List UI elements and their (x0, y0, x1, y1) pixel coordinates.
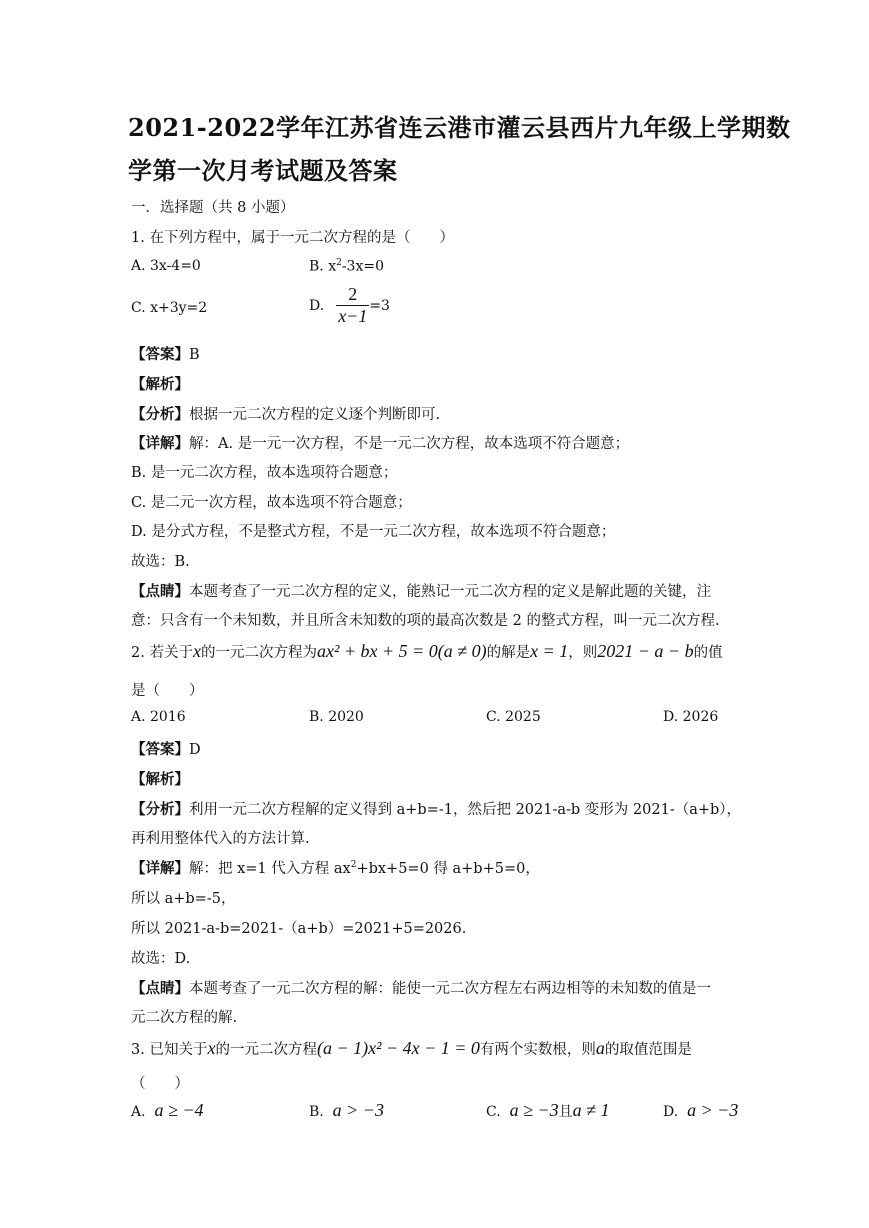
q1-option-a: A. 3x-4=0 (131, 258, 201, 274)
q1-detail-d: D. 是分式方程，不是整式方程，不是一元二次方程，故本选项不符合题意； (131, 524, 616, 540)
q1-answer: 【答案】B (131, 346, 200, 363)
q1-option-c: C. x+3y=2 (131, 300, 208, 316)
q2-option-c: C. 2025 (486, 709, 541, 725)
q2-comment-line-1: 【点睛】本题考查了一元二次方程的解：能使一元二次方程左右两边相等的未知数的值是一 (131, 980, 711, 997)
q1-detail-b: B. 是一元二次方程，故本选项符合题意； (131, 465, 398, 481)
q2-option-a: A. 2016 (131, 709, 186, 725)
q3-option-d: D. a > −3 (663, 1100, 739, 1120)
q2-analysis-line-1: 【分析】利用一元二次方程解的定义得到 a+b=-1，然后把 2021-a-b 变形为 2021-（a+b）， (131, 801, 742, 818)
q2-detail-line-3: 所以 2021-a-b=2021-（a+b）=2021+5=2026. (131, 921, 467, 937)
fraction: $\frac{2}{x-1}$ (338, 284, 368, 326)
q1-option-b: B. $x^2-3x=0$ (309, 258, 384, 275)
q2-option-d: D. 2026 (663, 709, 719, 725)
section-heading: 一．选择题（共 8 小题） (131, 200, 295, 216)
q3-option-a: A. a ≥ −4 (131, 1100, 204, 1120)
document-title-line-2: 学第一次月考试题及答案 (128, 156, 398, 185)
q3-option-b: B. a > −3 (309, 1100, 384, 1120)
q2-stem: 2. 若关于x的一元二次方程为ax² + bx + 5 = 0(a ≠ 0)的解是x = 1，则2021 − a − b的值 (131, 641, 723, 661)
q2-detail-line-2: 所以 a+b=-5， (131, 891, 236, 907)
q3-stem: 3. 已知关于x的一元二次方程(a − 1)x² − 4x − 1 = 0有两个实数根，则a的取值范围是 (131, 1038, 692, 1058)
document-title-line-1: 2021-2022学年江苏省连云港市灌云县西片九年级上学期数 (128, 113, 791, 142)
q1-jiexi-tag: 【解析】 (131, 376, 189, 393)
q1-option-d: D. $\frac{2}{x-1}$ =3 (309, 284, 390, 326)
q2-stem-line-2: 是（ ） (131, 683, 204, 699)
q1-analysis: 【分析】根据一元二次方程的定义逐个判断即可. (131, 406, 441, 423)
q2-detail: 【详解】解：把 x=1 代入方程 $ax^2+bx+5=0$ 得 a+b+5=0， (131, 860, 540, 877)
q1-comment-line-2: 意：只含有一个未知数，并且所含未知数的项的最高次数是 2 的整式方程，叫一元二次方程. (131, 613, 720, 629)
q2-comment-line-2: 元二次方程的解. (131, 1010, 238, 1026)
q2-analysis-line-2: 再利用整体代入的方法计算. (131, 831, 310, 847)
q1-stem: 1. 在下列方程中，属于一元二次方程的是（ ） (131, 230, 454, 246)
q1-comment-line-1: 【点睛】本题考查了一元二次方程的定义，能熟记一元二次方程的定义是解此题的关键，注 (131, 583, 711, 600)
q2-answer: 【答案】D (131, 741, 201, 758)
q3-option-c: C. a ≥ −3且a ≠ 1 (486, 1100, 610, 1120)
q2-option-b: B. 2020 (309, 709, 364, 725)
q1-detail-c: C. 是二元一次方程，故本选项不符合题意； (131, 495, 412, 511)
q1-detail: 【详解】解：A. 是一元一次方程，不是一元二次方程，故本选项不符合题意； (131, 435, 630, 452)
q2-choose: 故选：D. (131, 951, 191, 967)
q2-jiexi-tag: 【解析】 (131, 771, 189, 788)
q3-stem-line-2: （ ） (131, 1076, 189, 1092)
q1-choose: 故选：B. (131, 554, 190, 570)
